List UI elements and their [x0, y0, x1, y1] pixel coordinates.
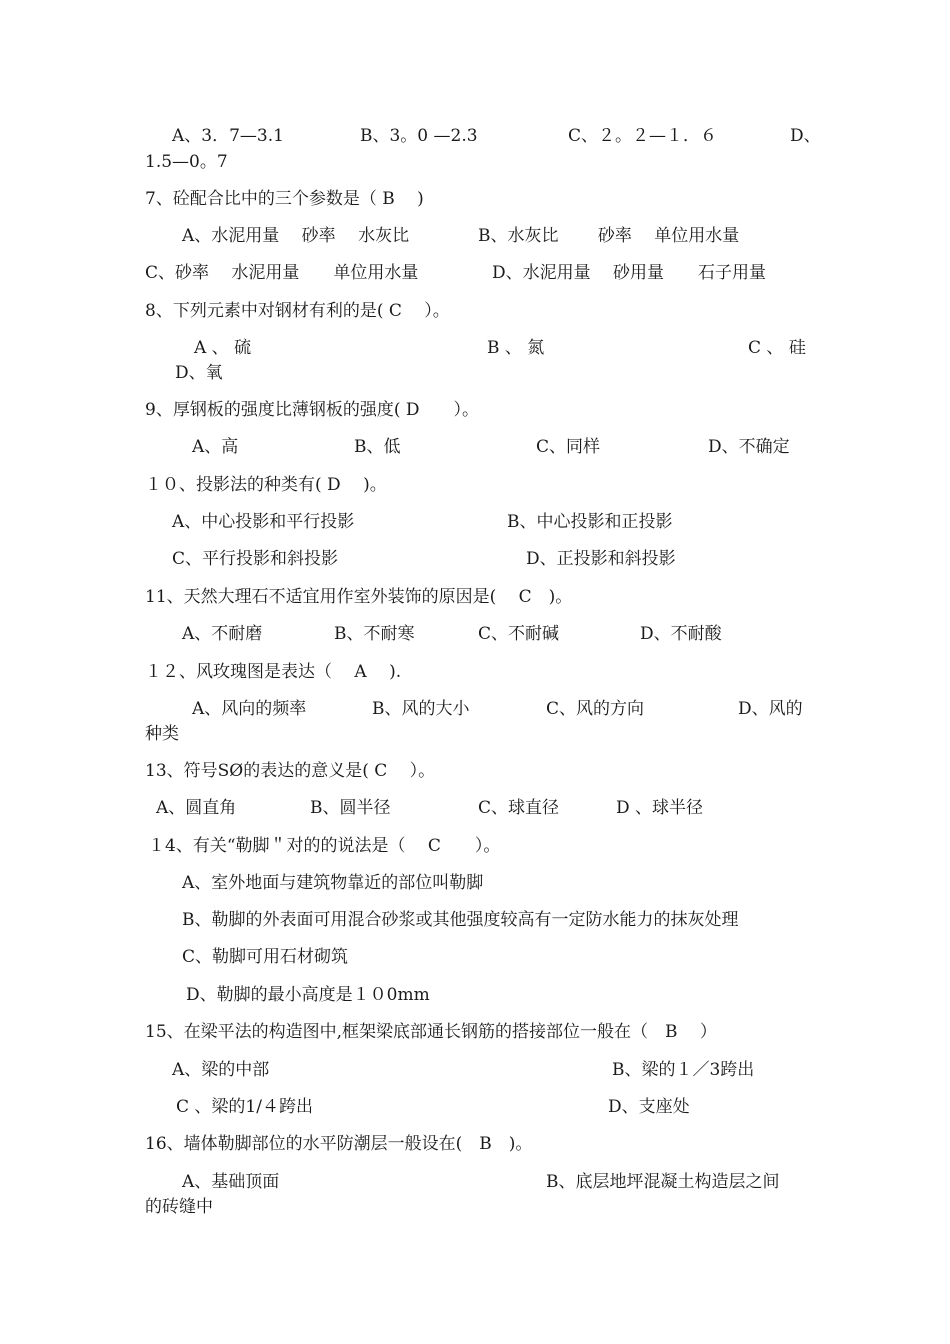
option-c: C、同样 — [536, 437, 601, 457]
option-c: C、平行投影和斜投影 — [172, 549, 339, 569]
option-a: A、基础顶面 — [182, 1172, 280, 1192]
question-8: 8、下列元素中对钢材有利的是( C ）。 — [145, 301, 450, 321]
option-d: D、氧 — [175, 363, 223, 383]
option-a: A、3．7—3.1 — [172, 126, 284, 146]
option-a: A、室外地面与建筑物靠近的部位叫勒脚 — [182, 873, 484, 893]
question-10: １０、投影法的种类有( D )。 — [145, 475, 387, 495]
option-b: B、低 — [354, 437, 401, 457]
option-d: D、 — [790, 126, 821, 146]
option-a: A、水泥用量 砂率 水灰比 — [182, 226, 410, 246]
option-b: B 、 氮 — [487, 338, 545, 358]
option-c: C 、 硅 — [748, 338, 806, 358]
option-b: B、不耐寒 — [334, 624, 415, 644]
option-c: C、风的方向 — [546, 699, 645, 719]
option-a: A、圆直角 — [156, 798, 237, 818]
option-a: A 、 硫 — [194, 338, 252, 358]
question-13: 13、符号SØ的表达的意义是( C ）。 — [145, 761, 436, 781]
option-a: A、不耐磨 — [182, 624, 263, 644]
option-b: B、水灰比 砂率 单位用水量 — [478, 226, 740, 246]
option-d: D 、球半径 — [616, 798, 704, 818]
option-a: A、高 — [192, 437, 239, 457]
question-7: 7、砼配合比中的三个参数是（ B ) — [145, 189, 424, 209]
option-b: B、梁的１／3跨出 — [612, 1060, 755, 1080]
option-a: A、中心投影和平行投影 — [172, 512, 355, 532]
option-c: C、不耐碱 — [478, 624, 560, 644]
option-a: A、梁的中部 — [172, 1060, 270, 1080]
option-b: B、勒脚的外表面可用混合砂浆或其他强度较高有一定防水能力的抹灰处理 — [182, 910, 739, 930]
option-b: B、风的大小 — [372, 699, 470, 719]
option-wrap: 的砖缝中 — [145, 1197, 213, 1217]
option-d: D、勒脚的最小高度是１０0mm — [186, 985, 430, 1005]
option-b: B、底层地坪混凝土构造层之间 — [546, 1172, 780, 1192]
option-c: C、２。２—１．６ — [568, 126, 718, 146]
option-a: A、风向的频率 — [192, 699, 307, 719]
option-c: C、勒脚可用石材砌筑 — [182, 947, 349, 967]
option-d: D、支座处 — [608, 1097, 690, 1117]
option-d: D、水泥用量 砂用量 石子用量 — [492, 263, 767, 283]
option-wrap: 种类 — [145, 724, 179, 744]
question-16: 16、墙体勒脚部位的水平防潮层一般设在( B )。 — [145, 1134, 533, 1154]
option-c: C、球直径 — [478, 798, 560, 818]
option-b: B、圆半径 — [310, 798, 391, 818]
option-d: D、正投影和斜投影 — [526, 549, 676, 569]
option-d: D、风的 — [738, 699, 803, 719]
option-d: D、不耐酸 — [640, 624, 722, 644]
option-d: D、不确定 — [708, 437, 790, 457]
question-9: 9、厚钢板的强度比薄钢板的强度( D ）。 — [145, 400, 479, 420]
option-c: C 、梁的1/４跨出 — [176, 1097, 313, 1117]
question-14: １4、有关“勒脚＂对的的说法是（ C ）。 — [148, 836, 501, 856]
question-15: 15、在梁平法的构造图中,框架梁底部通长钢筋的搭接部位一般在（ B ） — [145, 1022, 717, 1042]
option-b: B、中心投影和正投影 — [507, 512, 673, 532]
option-c: C、砂率 水泥用量 单位用水量 — [145, 263, 419, 283]
option-wrap: 1.5—0。7 — [145, 152, 228, 172]
question-11: 11、天然大理石不适宜用作室外装饰的原因是( C )。 — [145, 587, 573, 607]
option-b: B、3。0 —2.3 — [360, 126, 478, 146]
question-12: １２、风玫瑰图是表达（ A ). — [145, 662, 402, 682]
